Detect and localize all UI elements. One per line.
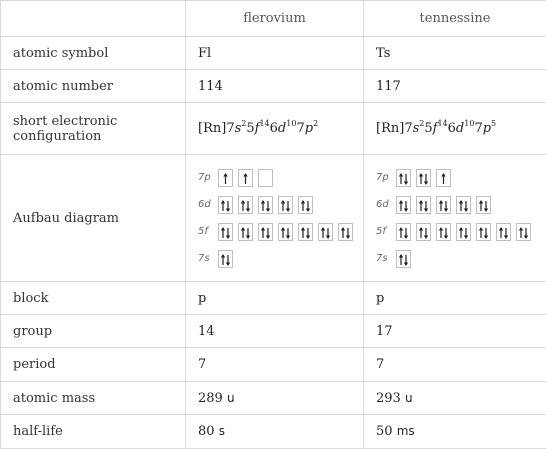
mass-unit: u (227, 391, 235, 405)
row-aufbau-diagram (1, 155, 546, 282)
orbital-box (416, 196, 431, 214)
orbital-box (436, 196, 451, 214)
cell-flerovium-number: 114 (186, 70, 364, 103)
row-period (1, 348, 546, 382)
orbital-row (198, 194, 363, 216)
paired-electrons-icon (239, 197, 252, 213)
orbital-row (376, 167, 546, 189)
orbital-label: 7p (376, 172, 392, 183)
paired-electrons-icon (219, 224, 232, 240)
up-arrow-icon (239, 170, 252, 186)
paired-electrons-icon (477, 197, 490, 213)
cell-tennessine-symbol: Ts (364, 37, 546, 70)
config-term: $5f^{14}$ (246, 121, 269, 136)
row-label-line2: configuration (13, 129, 101, 144)
cell-tennessine-half-life (364, 415, 546, 449)
orbital-label: 7s (376, 253, 392, 264)
cell-tennessine-group: 17 (364, 315, 546, 348)
cell-flerovium-group: 14 (186, 315, 364, 348)
orbital-label: 5f (376, 226, 392, 237)
orbital-box (416, 223, 431, 241)
cell-tennessine-number: 117 (364, 70, 546, 103)
orbital-box (258, 169, 273, 187)
paired-electrons-icon (219, 197, 232, 213)
paired-electrons-icon (437, 197, 450, 213)
cell-flerovium-block: p (186, 282, 364, 315)
paired-electrons-icon (517, 224, 530, 240)
half-life-unit: ms (397, 424, 415, 438)
row-label: atomic symbol (1, 37, 186, 70)
paired-electrons-icon (299, 224, 312, 240)
orbital-label: 5f (198, 226, 214, 237)
config-term: $6d^{10}$ (448, 121, 475, 136)
row-label: atomic number (1, 70, 186, 103)
orbital-box (218, 169, 233, 187)
cell-tennessine-block: p (364, 282, 546, 315)
cell-flerovium-symbol: Fl (186, 37, 364, 70)
config-term: $5f^{14}$ (424, 121, 447, 136)
header-empty-cell (1, 1, 186, 37)
row-electron-configuration (1, 103, 546, 155)
paired-electrons-icon (219, 251, 232, 267)
row-label (1, 103, 186, 155)
row-atomic-number (1, 70, 546, 103)
mass-value: 293 (376, 391, 401, 406)
row-label-line1: short electronic (13, 114, 117, 129)
orbital-box (496, 223, 511, 241)
paired-electrons-icon (299, 197, 312, 213)
orbital-box (476, 196, 491, 214)
orbital-box (436, 169, 451, 187)
config-term: $7p^5$ (474, 121, 496, 136)
up-arrow-icon (219, 170, 232, 186)
orbital-label: 6d (376, 199, 392, 210)
orbital-label: 7p (198, 172, 214, 183)
cell-flerovium-period: 7 (186, 348, 364, 382)
orbital-box (218, 223, 233, 241)
config-term: $7s^2$ (226, 121, 246, 136)
orbital-label: 7s (198, 253, 214, 264)
cell-tennessine-config (364, 103, 546, 155)
orbital-row (376, 194, 546, 216)
orbital-box (318, 223, 333, 241)
paired-electrons-icon (477, 224, 490, 240)
paired-electrons-icon (397, 224, 410, 240)
aufbau-diagram (376, 167, 546, 270)
cell-flerovium-aufbau (186, 155, 364, 282)
cell-tennessine-aufbau (364, 155, 546, 282)
row-label: period (1, 348, 186, 382)
orbital-box (298, 196, 313, 214)
paired-electrons-icon (239, 224, 252, 240)
cell-flerovium-config (186, 103, 364, 155)
up-arrow-icon (437, 170, 450, 186)
orbital-box (396, 250, 411, 268)
paired-electrons-icon (497, 224, 510, 240)
empty-orbital (259, 170, 272, 186)
cell-flerovium-half-life (186, 415, 364, 449)
row-atomic-mass (1, 382, 546, 415)
orbital-box (516, 223, 531, 241)
paired-electrons-icon (397, 197, 410, 213)
config-term: $7s^2$ (404, 121, 424, 136)
paired-electrons-icon (279, 197, 292, 213)
paired-electrons-icon (457, 197, 470, 213)
orbital-row (198, 248, 363, 270)
orbital-box (456, 196, 471, 214)
orbital-box (278, 196, 293, 214)
orbital-box (436, 223, 451, 241)
aufbau-diagram (198, 167, 363, 270)
orbital-box (238, 223, 253, 241)
orbital-box (476, 223, 491, 241)
row-label: block (1, 282, 186, 315)
row-label: half-life (1, 415, 186, 449)
orbital-label: 6d (198, 199, 214, 210)
paired-electrons-icon (319, 224, 332, 240)
orbital-row (198, 221, 363, 243)
orbital-box (238, 196, 253, 214)
cell-flerovium-mass (186, 382, 364, 415)
paired-electrons-icon (259, 197, 272, 213)
row-label: atomic mass (1, 382, 186, 415)
paired-electrons-icon (417, 224, 430, 240)
paired-electrons-icon (417, 170, 430, 186)
cell-tennessine-period: 7 (364, 348, 546, 382)
orbital-box (278, 223, 293, 241)
header-flerovium: flerovium (186, 1, 364, 37)
row-half-life (1, 415, 546, 449)
orbital-box (258, 196, 273, 214)
paired-electrons-icon (397, 170, 410, 186)
half-life-value: 50 (376, 424, 393, 439)
row-label: group (1, 315, 186, 348)
header-tennessine: tennessine (364, 1, 546, 37)
orbital-box (238, 169, 253, 187)
orbital-box (396, 223, 411, 241)
orbital-row (376, 221, 546, 243)
header-row (1, 1, 546, 37)
orbital-box (396, 169, 411, 187)
mass-value: 289 (198, 391, 223, 406)
config-core: [Rn] (198, 121, 226, 136)
orbital-box (338, 223, 353, 241)
paired-electrons-icon (417, 197, 430, 213)
row-block (1, 282, 546, 315)
row-group (1, 315, 546, 348)
orbital-box (218, 196, 233, 214)
orbital-box (396, 196, 411, 214)
orbital-box (456, 223, 471, 241)
paired-electrons-icon (457, 224, 470, 240)
paired-electrons-icon (397, 251, 410, 267)
orbital-row (198, 167, 363, 189)
orbital-box (416, 169, 431, 187)
row-atomic-symbol (1, 37, 546, 70)
paired-electrons-icon (437, 224, 450, 240)
mass-unit: u (405, 391, 413, 405)
cell-tennessine-mass (364, 382, 546, 415)
paired-electrons-icon (259, 224, 272, 240)
half-life-unit: s (219, 424, 225, 438)
orbital-box (298, 223, 313, 241)
paired-electrons-icon (339, 224, 352, 240)
orbital-box (218, 250, 233, 268)
orbital-box (258, 223, 273, 241)
orbital-row (376, 248, 546, 270)
config-core: [Rn] (376, 121, 404, 136)
config-term: $6d^{10}$ (270, 121, 297, 136)
row-label: Aufbau diagram (1, 155, 186, 282)
half-life-value: 80 (198, 424, 215, 439)
config-term: $7p^2$ (296, 121, 318, 136)
paired-electrons-icon (279, 224, 292, 240)
